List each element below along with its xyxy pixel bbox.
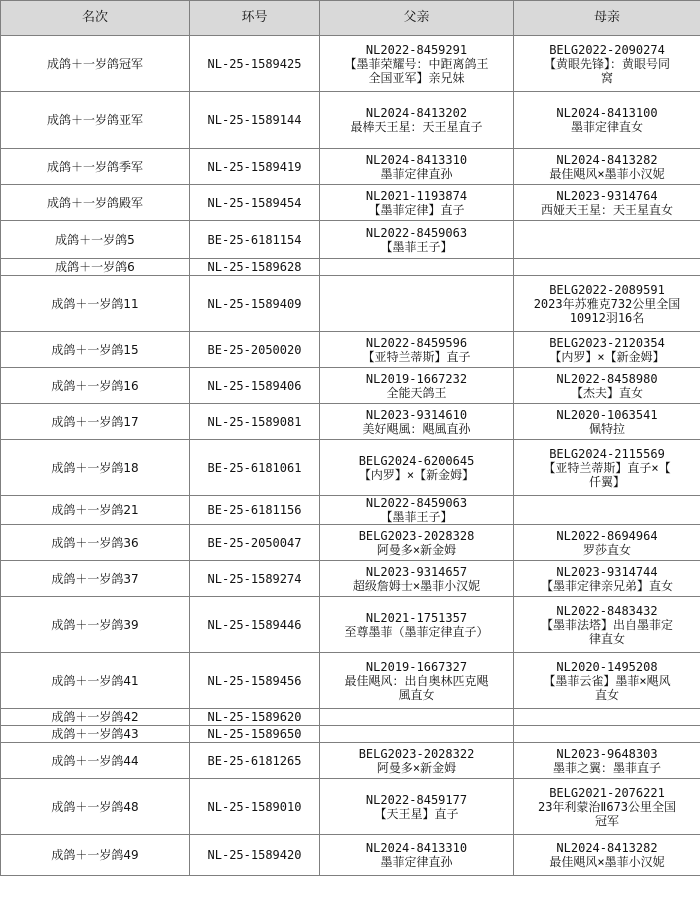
- mother-line: BELG2021-2076221: [549, 785, 665, 800]
- ring-cell: NL-25-1589425: [190, 36, 320, 92]
- mother-cell: [514, 653, 700, 709]
- table-row: [1, 149, 700, 185]
- table-row: [1, 36, 700, 92]
- table-row: [1, 259, 700, 276]
- father-line: NL2024-8413310: [365, 152, 468, 167]
- father-cell: [320, 368, 514, 404]
- table-row: [1, 835, 700, 876]
- ring-cell: BE-25-6181156: [190, 496, 320, 525]
- rank-cell: 成鸽＋一岁鸽37: [1, 561, 190, 597]
- father-line: BELG2023-2028322: [358, 746, 475, 761]
- father-line: 風直女: [398, 687, 435, 702]
- father-cell: [320, 185, 514, 221]
- father-line: 最佳飓风：出自奥林匹克飓: [344, 673, 489, 688]
- father-line: 全国亚军】亲兄妹: [368, 70, 465, 85]
- father-line: NL2022-8459596: [365, 335, 468, 350]
- mother-line: NL2023-9648303: [556, 746, 658, 761]
- rank-cell: 成鸽＋一岁鸽42: [1, 709, 190, 726]
- father-line: NL2024-8413202: [365, 106, 468, 120]
- father-cell: [320, 653, 514, 709]
- mother-cell: [514, 709, 700, 726]
- father-line: NL2023-9314610: [365, 407, 468, 422]
- header-mother: 母亲: [514, 1, 700, 36]
- table-row: [1, 525, 700, 561]
- father-line: NL2021-1751357: [365, 610, 468, 625]
- ring-cell: NL-25-1589010: [190, 779, 320, 835]
- rank-cell: 成鸽＋一岁鸽49: [1, 835, 190, 876]
- ring-cell: BE-25-6181265: [190, 743, 320, 779]
- mother-line: NL2024-8413282: [556, 841, 658, 855]
- rank-cell: 成鸽＋一岁鸽36: [1, 525, 190, 561]
- mother-line: 窝: [600, 70, 613, 85]
- mother-cell: [514, 259, 700, 276]
- father-line: 【墨菲荣耀号：中距离鸽王: [344, 56, 489, 71]
- father-line: 【亚特兰蒂斯】直子: [362, 349, 471, 364]
- father-cell: [320, 404, 514, 440]
- mother-line: NL2023-9314764: [556, 188, 658, 203]
- father-cell: [320, 779, 514, 835]
- father-cell: [320, 525, 514, 561]
- ring-cell: NL-25-1589409: [190, 276, 320, 332]
- father-cell: [320, 440, 514, 496]
- mother-line: BELG2023-2120354: [549, 335, 665, 350]
- mother-line: NL2022-8694964: [556, 528, 658, 543]
- mother-line: 【墨菲法塔】出自墨菲定: [540, 617, 673, 632]
- father-line: 阿曼多×新金姆: [376, 542, 457, 557]
- mother-line: NL2020-1495208: [556, 659, 658, 674]
- father-line: 墨菲定律直孙: [380, 166, 453, 181]
- father-cell: [320, 835, 514, 876]
- table-row: [1, 653, 700, 709]
- ring-cell: BE-25-6181061: [190, 440, 320, 496]
- mother-cell: [514, 779, 700, 835]
- mother-cell: [514, 561, 700, 597]
- table-row: [1, 332, 700, 368]
- father-line: 【墨菲王子】: [380, 510, 453, 524]
- table-row: [1, 440, 700, 496]
- table-row: [1, 404, 700, 440]
- mother-line: 23年利蒙治Ⅱ673公里全国: [537, 799, 677, 814]
- mother-line: 最佳飓风×墨菲小汉妮: [549, 855, 665, 869]
- table-row: [1, 743, 700, 779]
- mother-line: 【内罗】×【新金姆】: [549, 349, 665, 364]
- father-line: 墨菲定律直孙: [380, 855, 453, 869]
- ring-cell: NL-25-1589419: [190, 149, 320, 185]
- mother-line: NL2023-9314744: [556, 564, 658, 579]
- table-row: [1, 221, 700, 259]
- mother-line: 最佳飓风×墨菲小汉妮: [549, 166, 665, 181]
- father-cell: [320, 332, 514, 368]
- father-line: BELG2024-6200645: [358, 453, 475, 468]
- table-row: [1, 276, 700, 332]
- mother-line: 佩特拉: [588, 421, 625, 436]
- mother-line: 【亚特兰蒂斯】直子×【: [543, 460, 671, 475]
- mother-line: BELG2024-2115569: [549, 446, 665, 461]
- rank-cell: 成鸽＋一岁鸽48: [1, 779, 190, 835]
- mother-cell: [514, 726, 700, 743]
- mother-line: 2023年苏雅克732公里全国: [533, 296, 681, 311]
- father-line: NL2019-1667232: [365, 371, 468, 386]
- rank-cell: 成鸽＋一岁鸽11: [1, 276, 190, 332]
- rank-cell: 成鸽＋一岁鸽冠军: [1, 36, 190, 92]
- mother-line: 直女: [594, 687, 619, 702]
- rank-cell: 成鸽＋一岁鸽39: [1, 597, 190, 653]
- table-row: [1, 726, 700, 743]
- rank-cell: 成鸽＋一岁鸽18: [1, 440, 190, 496]
- mother-line: NL2022-8483432: [556, 603, 658, 618]
- father-line: 【天王星】直子: [374, 806, 459, 821]
- father-line: 至尊墨菲（墨菲定律直子）: [344, 624, 489, 639]
- table-row: [1, 561, 700, 597]
- father-line: NL2019-1667327: [365, 659, 468, 674]
- mother-line: NL2024-8413100: [556, 106, 658, 120]
- father-line: NL2024-8413310: [365, 841, 468, 855]
- mother-line: 仟翼】: [588, 474, 625, 489]
- table-row: [1, 92, 700, 149]
- father-line: 全能天鸽王: [386, 385, 447, 400]
- table-row: [1, 185, 700, 221]
- ring-cell: NL-25-1589081: [190, 404, 320, 440]
- rank-cell: 成鸽＋一岁鸽43: [1, 726, 190, 743]
- rank-cell: 成鸽＋一岁鸽41: [1, 653, 190, 709]
- father-cell: [320, 726, 514, 743]
- mother-line: 墨菲之翼：墨菲直子: [552, 760, 661, 775]
- father-line: 最棒天王星：天王星直子: [350, 120, 483, 134]
- mother-cell: [514, 743, 700, 779]
- header-rank: 名次: [1, 1, 190, 36]
- father-line: NL2022-8459063: [365, 225, 468, 240]
- father-cell: [320, 709, 514, 726]
- rank-cell: 成鸽＋一岁鸽21: [1, 496, 190, 525]
- ring-cell: NL-25-1589420: [190, 835, 320, 876]
- mother-cell: [514, 221, 700, 259]
- father-cell: [320, 149, 514, 185]
- mother-cell: [514, 525, 700, 561]
- mother-line: 西娅天王星：天王星直女: [540, 202, 673, 217]
- mother-line: 【墨菲定律亲兄弟】直女: [540, 578, 673, 593]
- table-row: [1, 709, 700, 726]
- father-line: NL2023-9314657: [365, 564, 468, 579]
- mother-line: 墨菲定律直女: [570, 120, 643, 134]
- ring-cell: BE-25-2050020: [190, 332, 320, 368]
- father-line: 超级詹姆士×墨菲小汉妮: [352, 578, 481, 593]
- father-line: NL2022-8459291: [365, 42, 468, 57]
- ring-cell: BE-25-6181154: [190, 221, 320, 259]
- father-cell: [320, 597, 514, 653]
- mother-line: 【黄眼先锋】：黄眼号同: [543, 56, 670, 71]
- father-cell: [320, 561, 514, 597]
- rank-cell: 成鸽＋一岁鸽44: [1, 743, 190, 779]
- ring-cell: NL-25-1589446: [190, 597, 320, 653]
- mother-cell: [514, 92, 700, 149]
- father-cell: [320, 36, 514, 92]
- mother-cell: [514, 597, 700, 653]
- father-line: 【墨菲定律】直子: [368, 202, 465, 217]
- table-row: [1, 597, 700, 653]
- mother-line: BELG2022-2090274: [549, 42, 665, 57]
- ring-cell: BE-25-2050047: [190, 525, 320, 561]
- table-row: [1, 779, 700, 835]
- ring-cell: NL-25-1589144: [190, 92, 320, 149]
- mother-cell: [514, 332, 700, 368]
- table-row: [1, 368, 700, 404]
- mother-cell: [514, 496, 700, 525]
- father-line: NL2022-8459063: [365, 496, 468, 510]
- father-line: 阿曼多×新金姆: [376, 760, 457, 775]
- table-row: [1, 496, 700, 525]
- rank-cell: 成鸽＋一岁鸽殿军: [1, 185, 190, 221]
- mother-line: NL2022-8458980: [556, 371, 658, 386]
- rank-cell: 成鸽＋一岁鸽季军: [1, 149, 190, 185]
- ring-cell: NL-25-1589454: [190, 185, 320, 221]
- father-line: NL2022-8459177: [365, 792, 468, 807]
- rank-cell: 成鸽＋一岁鸽15: [1, 332, 190, 368]
- ring-cell: NL-25-1589628: [190, 259, 320, 276]
- father-line: 【内罗】×【新金姆】: [358, 467, 475, 482]
- father-cell: [320, 276, 514, 332]
- mother-cell: [514, 440, 700, 496]
- ring-cell: NL-25-1589650: [190, 726, 320, 743]
- mother-line: 【墨菲云雀】墨菲×飓风: [543, 673, 671, 688]
- ring-cell: NL-25-1589274: [190, 561, 320, 597]
- rank-cell: 成鸽＋一岁鸽5: [1, 221, 190, 259]
- father-line: BELG2023-2028328: [358, 528, 475, 543]
- table-body: [1, 36, 700, 876]
- header-ring: 环号: [190, 1, 320, 36]
- rank-cell: 成鸽＋一岁鸽16: [1, 368, 190, 404]
- mother-cell: [514, 276, 700, 332]
- mother-cell: [514, 404, 700, 440]
- mother-cell: [514, 835, 700, 876]
- rank-cell: 成鸽＋一岁鸽6: [1, 259, 190, 276]
- header-row: [1, 1, 700, 36]
- mother-line: NL2024-8413282: [556, 152, 658, 167]
- mother-line: BELG2022-2089591: [549, 282, 665, 297]
- ring-cell: NL-25-1589456: [190, 653, 320, 709]
- mother-line: 10912羽16名: [569, 310, 645, 325]
- mother-line: 律直女: [588, 631, 625, 646]
- mother-line: 罗莎直女: [582, 542, 631, 557]
- father-cell: [320, 496, 514, 525]
- father-cell: [320, 92, 514, 149]
- father-cell: [320, 259, 514, 276]
- mother-cell: [514, 36, 700, 92]
- mother-line: 【杰夫】直女: [570, 385, 643, 400]
- mother-line: 冠军: [594, 813, 619, 828]
- header-father: 父亲: [320, 1, 514, 36]
- father-line: 【墨菲王子】: [380, 239, 453, 254]
- father-line: NL2021-1193874: [365, 188, 468, 203]
- rank-cell: 成鸽＋一岁鸽亚军: [1, 92, 190, 149]
- ring-cell: NL-25-1589406: [190, 368, 320, 404]
- rank-cell: 成鸽＋一岁鸽17: [1, 404, 190, 440]
- father-cell: [320, 221, 514, 259]
- father-cell: [320, 743, 514, 779]
- mother-cell: [514, 149, 700, 185]
- ring-cell: NL-25-1589620: [190, 709, 320, 726]
- mother-cell: [514, 368, 700, 404]
- mother-cell: [514, 185, 700, 221]
- mother-line: NL2020-1063541: [556, 407, 658, 422]
- father-line: 美好飓風：飓風直孙: [362, 421, 471, 436]
